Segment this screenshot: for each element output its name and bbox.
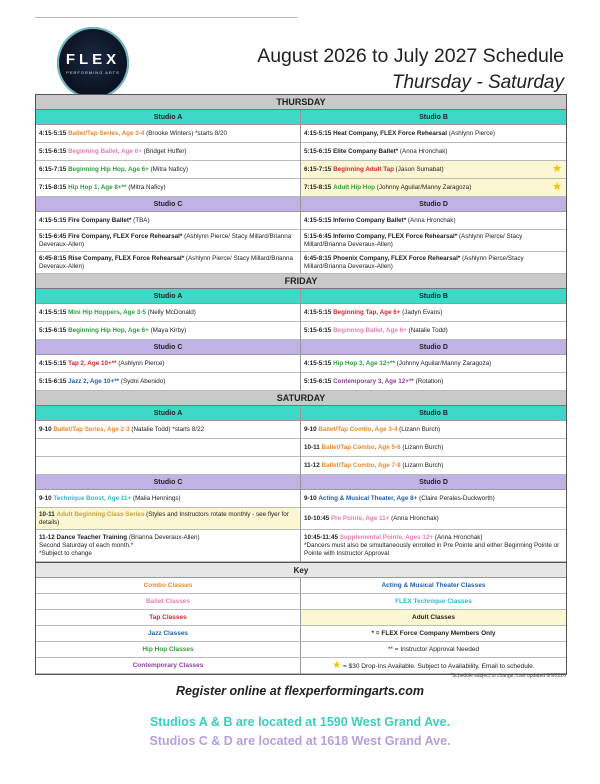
saturday-studio-b — [301, 406, 566, 475]
key-section — [36, 562, 566, 674]
schedule-table — [35, 94, 567, 675]
star-icon: ★ — [552, 163, 562, 175]
thursday-studio-b — [301, 110, 566, 197]
class-entry: 4:15-5:15 Mini Hip Hoppers, Age 3-5 (Nelly McDonald) — [36, 304, 300, 322]
location-cd: Studios C & D are located at 1618 West Grand Ave. — [149, 734, 451, 748]
saturday-studio-c — [36, 475, 301, 562]
studio-b-header: Studio B — [301, 110, 566, 125]
key-approval: ** = Instructor Approval Needed — [301, 642, 566, 658]
class-entry: 5:15-6:15 Contemporary 3, Age 12+** (Rotation) — [301, 373, 566, 391]
key-row — [36, 658, 566, 674]
logo-subtext: PERFORMING ARTS — [66, 70, 120, 75]
empty-slot — [36, 457, 300, 475]
key-row — [36, 578, 566, 594]
thursday-studio-d — [301, 197, 566, 274]
class-entry: 10-10:45 Pre Pointe, Age 11+ (Anna Hronchak) — [301, 508, 566, 530]
class-entry: 5:15-6:15 Beginning Ballet, Age 6+ (Bridget Huffer) — [36, 143, 300, 161]
class-entry: 6:45-8:15 Phoenix Company, FLEX Force Rehearsal* (Ashlynn Pierce/Stacy Millard/Brianna Deveraux-Allen) — [301, 252, 566, 274]
class-entry: 5:15-6:45 Fire Company, FLEX Force Rehearsal* (Ashlynn Pierce/ Stacy Millard/Brianna Deveraux-Allen) — [36, 230, 300, 252]
key-ballet: Ballet Classes — [36, 594, 301, 610]
thursday-ab — [36, 110, 566, 197]
class-entry: 10-11 Ballet/Tap Combo, Age 5-6 (Lizann Burch) — [301, 439, 566, 457]
studio-d-header: Studio D — [301, 340, 566, 355]
class-entry: 6:45-8:15 Rise Company, FLEX Force Rehearsal* (Ashlynn Pierce/ Stacy Millard/Brianna Deveraux-Allen) — [36, 252, 300, 274]
friday-studio-c — [36, 340, 301, 391]
update-note: *Schedule subject to change. Last updated 6/9/2026 — [450, 673, 566, 679]
class-entry: 4:15-5:15 Tap 2, Age 10+** (Ashlynn Pierce) — [36, 355, 300, 373]
class-entry: 9-10 Acting & Musical Theater, Age 8+ (Claire Perales-Duckworth) — [301, 490, 566, 508]
studio-c-header: Studio C — [36, 197, 300, 212]
studio-c-header: Studio C — [36, 475, 300, 490]
studio-b-header: Studio B — [301, 289, 566, 304]
class-entry: 5:15-6:15 Jazz 2, Age 10+** (Sydni Abenido) — [36, 373, 300, 391]
location-ab: Studios A & B are located at 1590 West Grand Ave. — [149, 715, 451, 729]
key-row — [36, 594, 566, 610]
empty-slot — [36, 439, 300, 457]
class-entry: 11-12 Ballet/Tap Combo, Age 7-8 (Lizann Burch) — [301, 457, 566, 475]
studio-c-header: Studio C — [36, 340, 300, 355]
class-entry: 4:15-5:15 Heat Company, FLEX Force Rehearsal (Ashlynn Pierce) — [301, 125, 566, 143]
class-entry: 4:15-5:15 Inferno Company Ballet* (Anna Hronchak) — [301, 212, 566, 230]
studio-d-header: Studio D — [301, 197, 566, 212]
class-entry: 7:15-8:15 Adult Hip Hop (Johnny Aguilar/Manny Zaragoza) ★ — [301, 179, 566, 197]
saturday-header: SATURDAY — [36, 391, 566, 406]
class-entry: 10:45-11:45 Supplemental Pointe, Ages 12+ (Anna Hronchak) *Dancers must also be simultaneously enrolled in Pre Pointe and either Beginning Pointe or Pointe with Instructor Approval — [301, 530, 566, 562]
key-jazz: Jazz Classes — [36, 626, 301, 642]
saturday-ab — [36, 406, 566, 475]
class-entry: 11-12 Dance Teacher Training (Brianna Deveraux-Allen) Second Saturday of each month.* *Subject to change — [36, 530, 300, 562]
key-row — [36, 610, 566, 626]
class-entry: 5:15-6:15 Elite Company Ballet* (Anna Hronchak) — [301, 143, 566, 161]
friday-studio-d — [301, 340, 566, 391]
thursday-studio-c — [36, 197, 301, 274]
key-tap: Tap Classes — [36, 610, 301, 626]
key-acting: Acting & Musical Theater Classes — [301, 578, 566, 594]
class-entry: 10-11 Adult Beginning Class Series (Styles and Instructors rotate monthly - see flyer for details) — [36, 508, 300, 530]
studio-a-header: Studio A — [36, 406, 300, 421]
key-adult: Adult Classes — [301, 610, 566, 626]
class-entry: 9-10 Technique Boost, Age 11+ (Malia Hennings) — [36, 490, 300, 508]
class-entry: 9-10 Ballet/Tap Series, Age 2-3 (Natalie Todd) *starts 8/22 — [36, 421, 300, 439]
key-combo: Combo Classes — [36, 578, 301, 594]
class-entry: 9-10 Ballet/Tap Combo, Age 3-4 (Lizann Burch) — [301, 421, 566, 439]
star-icon: ★ — [332, 660, 342, 671]
class-entry: 4:15-5:15 Beginning Tap, Age 6+ (Jadyn Evans) — [301, 304, 566, 322]
saturday-studio-a — [36, 406, 301, 475]
friday-studio-b — [301, 289, 566, 340]
flex-logo — [57, 27, 129, 99]
studio-d-header: Studio D — [301, 475, 566, 490]
key-contemporary: Contemporary Classes — [36, 658, 301, 674]
key-technique: FLEX Technique Classes — [301, 594, 566, 610]
key-row — [36, 642, 566, 658]
studio-a-header: Studio A — [36, 110, 300, 125]
friday-studio-a — [36, 289, 301, 340]
class-entry: 6:15-7:15 Beginning Hip Hop, Age 6+ (Mitra Naficy) — [36, 161, 300, 179]
key-row — [36, 626, 566, 642]
star-icon: ★ — [552, 181, 562, 193]
friday-cd — [36, 340, 566, 391]
studio-b-header: Studio B — [301, 406, 566, 421]
class-entry: 6:15-7:15 Beginning Adult Tap (Jason Sumabat) ★ — [301, 161, 566, 179]
page-title: August 2026 to July 2027 Schedule — [257, 45, 564, 67]
class-entry: 5:15-6:15 Beginning Ballet, Age 6+ (Natalie Todd) — [301, 322, 566, 340]
thursday-studio-a — [36, 110, 301, 197]
thursday-header: THURSDAY — [36, 95, 566, 110]
register-link[interactable]: Register online at flexperformingarts.com — [176, 684, 424, 698]
top-divider — [35, 17, 298, 18]
thursday-cd — [36, 197, 566, 274]
key-dropin: ★ = $30 Drop-Ins Available. Subject to Availability. Email to schedule. — [301, 658, 566, 674]
key-company-members: * = FLEX Force Company Members Only — [301, 626, 566, 642]
class-entry: 4:15-5:15 Ballet/Tap Series, Age 3-4 (Brooke Winters) *starts 8/20 — [36, 125, 300, 143]
studio-a-header: Studio A — [36, 289, 300, 304]
class-entry: 4:15-5:15 Hip Hop 3, Age 12+** (Johnny Aguilar/Manny Zaragoza) — [301, 355, 566, 373]
saturday-studio-d — [301, 475, 566, 562]
saturday-cd — [36, 475, 566, 562]
class-entry: 5:15-6:45 Inferno Company, FLEX Force Rehearsal* (Ashlynn Pierce/ Stacy Millard/Brianna Deveraux-Allen) — [301, 230, 566, 252]
class-entry: 4:15-5:15 Fire Company Ballet* (TBA) — [36, 212, 300, 230]
page-subtitle: Thursday - Saturday — [391, 72, 564, 93]
class-entry: 5:15-6:15 Beginning Hip Hop, Age 6+ (Maya Kirby) — [36, 322, 300, 340]
friday-header: FRIDAY — [36, 274, 566, 289]
key-hiphop: Hip Hop Classes — [36, 642, 301, 658]
friday-ab — [36, 289, 566, 340]
key-header: Key — [36, 563, 566, 578]
class-entry: 7:15-8:15 Hip Hop 1, Age 8+** (Mitra Naficy) — [36, 179, 300, 197]
logo-text: FLEX — [65, 51, 121, 68]
